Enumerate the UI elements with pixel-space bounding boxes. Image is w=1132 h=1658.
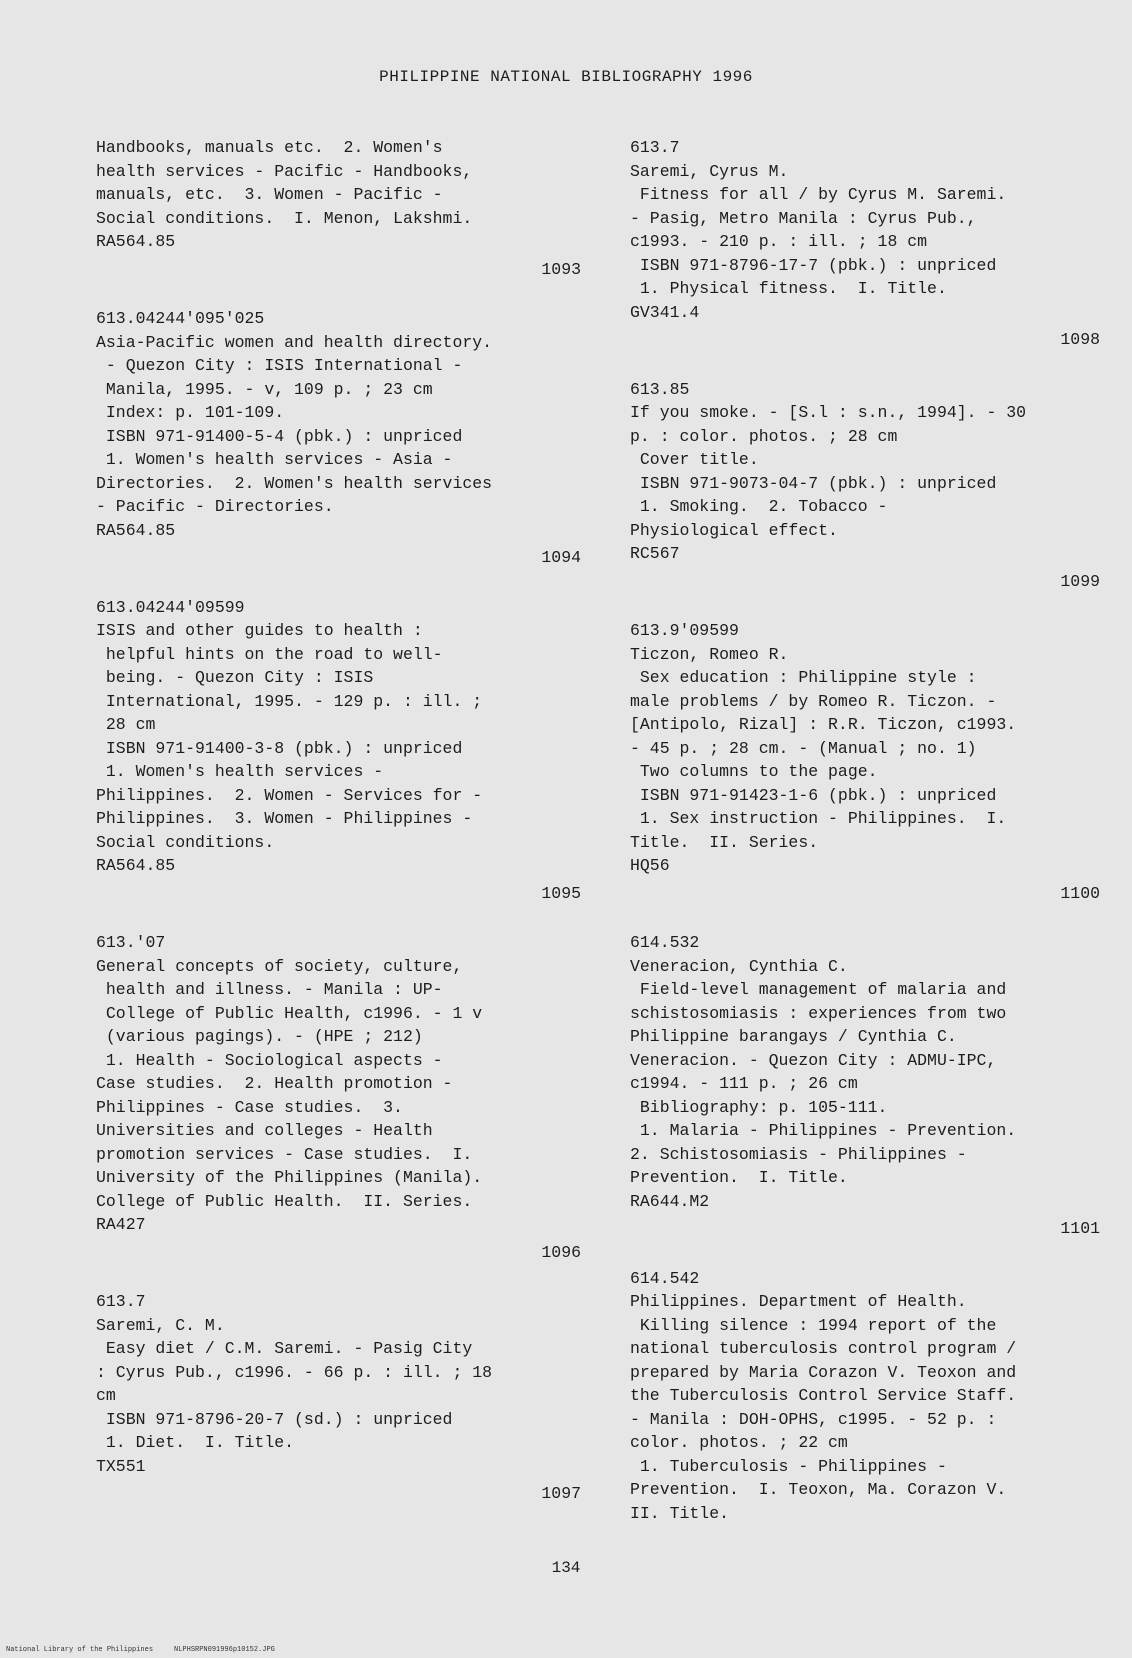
entry-line: schistosomiasis : experiences from two — [630, 1003, 1007, 1023]
entry-line: Ticzon, Romeo R. — [630, 644, 789, 664]
entry-line: Manila, 1995. - v, 109 p. ; 23 cm — [96, 379, 433, 399]
entry-line: ISBN 971-8796-17-7 (pbk.) : unpriced — [630, 255, 997, 275]
entry-number: 1094 — [541, 548, 581, 567]
entry-line: Prevention. I. Teoxon, Ma. Corazon V. — [630, 1480, 1007, 1499]
entry-line: : Cyrus Pub., c1996. - 66 p. : ill. ; 18 — [96, 1362, 493, 1382]
entry-line: TX551 — [96, 1456, 146, 1476]
entry-line: Asia-Pacific women and health directory. — [96, 332, 493, 352]
entry-line: ISIS and other guides to health : — [96, 621, 423, 640]
entry-line: c1993. - 210 p. : ill. ; 18 cm — [630, 232, 928, 251]
entry-line: ISBN 971-91400-3-8 (pbk.) : unpriced — [96, 738, 463, 758]
entry-line: RA644.M2 — [630, 1191, 710, 1211]
entry-line: Case studies. 2. Health promotion - — [96, 1074, 453, 1093]
entry-line: ISBN 971-9073-04-7 (pbk.) : unpriced — [630, 473, 997, 493]
entry-line: GV341.4 — [630, 302, 700, 322]
entry-line: national tuberculosis control program / — [630, 1339, 1017, 1358]
entry-line: 1. Health - Sociological aspects - — [96, 1050, 443, 1070]
entry-line: Sex education : Philippine style : — [630, 668, 977, 687]
catalog-entry — [96, 931, 581, 1264]
entry-line: College of Public Health. II. Series. — [96, 1191, 473, 1211]
page-number: 134 — [551, 1559, 581, 1577]
entry-line: 613.04244'09599 — [96, 597, 245, 617]
entry-line: University of the Philippines (Manila). — [96, 1168, 483, 1187]
entry-line: - Pasig, Metro Manila : Cyrus Pub., — [630, 208, 977, 228]
entry-line: 1. Women's health services - Asia - — [96, 450, 453, 469]
entry-line: p. : color. photos. ; 28 cm — [630, 426, 898, 446]
entry-line: Social conditions. — [96, 832, 275, 852]
entry-line: Directories. 2. Women's health services — [96, 473, 493, 493]
entry-line: 1. Sex instruction - Philippines. I. — [630, 809, 1007, 828]
entry-line: Cover title. — [630, 450, 759, 469]
entry-line: cm — [96, 1386, 116, 1405]
entry-number: 1096 — [541, 1242, 581, 1262]
entry-line: 613.'07 — [96, 933, 166, 952]
entry-line: male problems / by Romeo R. Ticzon. - — [630, 691, 997, 711]
entry-line: Field-level management of malaria and — [630, 980, 1007, 999]
entry-line: 1. Diet. I. Title. — [96, 1433, 295, 1452]
entry-line: color. photos. ; 22 cm — [630, 1433, 848, 1452]
entry-line: Fitness for all / by Cyrus M. Saremi. — [630, 185, 1007, 204]
entry-line: Two columns to the page. — [630, 762, 878, 781]
entry-line: being. - Quezon City : ISIS — [96, 668, 374, 687]
entry-line: II. Title. — [630, 1503, 730, 1523]
entry-line: Bibliography: p. 105-111. — [630, 1097, 888, 1117]
entry-number: 1100 — [1060, 883, 1100, 903]
catalog-entry — [630, 619, 1100, 905]
entry-line: Philippine barangays / Cynthia C. — [630, 1027, 957, 1046]
entry-line: - Manila : DOH-OPHS, c1995. - 52 p. : — [630, 1409, 997, 1429]
entry-number: 1097 — [541, 1484, 581, 1503]
entry-line: helpful hints on the road to well- — [96, 644, 443, 664]
entry-line: Philippines. 3. Women - Philippines - — [96, 809, 473, 828]
entry-number: 1101 — [1060, 1219, 1100, 1238]
entry-line: ISBN 971-8796-20-7 (sd.) : unpriced — [96, 1409, 453, 1429]
entry-line: health and illness. - Manila : UP- — [96, 980, 443, 999]
entry-line: Physiological effect. — [630, 520, 838, 540]
entry-line: promotion services - Case studies. I. — [96, 1144, 473, 1164]
entry-line: 1. Women's health services - — [96, 762, 384, 781]
entry-line: - Quezon City : ISIS International - — [96, 356, 463, 375]
entry-line: Saremi, Cyrus M. — [630, 161, 789, 181]
catalog-entry — [630, 136, 1100, 352]
left-column — [96, 136, 581, 1506]
entry-line: General concepts of society, culture, — [96, 956, 463, 976]
entry-line: 614.532 — [630, 933, 700, 952]
entry-number: 1093 — [541, 259, 581, 279]
entry-line: Title. II. Series. — [630, 832, 819, 852]
entry-line: Veneracion, Cynthia C. — [630, 956, 848, 976]
catalog-entry — [96, 596, 581, 906]
entry-line: Philippines. 2. Women - Services for - — [96, 785, 483, 805]
catalog-entry — [96, 136, 581, 281]
entry-line: Veneracion. - Quezon City : ADMU-IPC, — [630, 1050, 997, 1070]
entry-line: ISBN 971-91400-5-4 (pbk.) : unpriced — [96, 426, 463, 446]
entry-line: 613.04244'095'025 — [96, 309, 265, 328]
entry-line: 613.85 — [630, 379, 690, 399]
entry-line: 1. Malaria - Philippines - Prevention. — [630, 1121, 1017, 1140]
entry-line: HQ56 — [630, 856, 670, 875]
entry-line: Killing silence : 1994 report of the — [630, 1315, 997, 1335]
entry-line: Philippines. Department of Health. — [630, 1292, 967, 1311]
entry-line: Index: p. 101-109. — [96, 403, 285, 422]
entry-line: - Pacific - Directories. — [96, 497, 334, 516]
entry-line: the Tuberculosis Control Service Staff. — [630, 1386, 1017, 1405]
entry-number: 1098 — [1060, 330, 1100, 349]
entry-line: 613.9'09599 — [630, 621, 739, 640]
entry-line: 613.7 — [630, 138, 680, 157]
entry-line: [Antipolo, Rizal] : R.R. Ticzon, c1993. — [630, 715, 1017, 734]
entry-number: 1099 — [1060, 571, 1100, 591]
entry-line: c1994. - 111 p. ; 26 cm — [630, 1074, 858, 1093]
entry-line: RA564.85 — [96, 232, 176, 251]
entry-line: 1. Smoking. 2. Tobacco - — [630, 497, 888, 516]
entry-line: 1. Tuberculosis - Philippines - — [630, 1456, 947, 1476]
entry-line: If you smoke. - [S.l : s.n., 1994]. - 30 — [630, 403, 1027, 422]
entry-line: RA564.85 — [96, 856, 176, 875]
entry-line: ISBN 971-91423-1-6 (pbk.) : unpriced — [630, 785, 997, 805]
entry-line: 614.542 — [630, 1268, 700, 1288]
entry-line: College of Public Health, c1996. - 1 v — [96, 1003, 483, 1023]
catalog-entry — [630, 931, 1100, 1241]
catalog-entry — [96, 307, 581, 570]
entry-number: 1095 — [541, 883, 581, 903]
entry-line: Philippines - Case studies. 3. — [96, 1097, 403, 1117]
running-header: PHILIPPINE NATIONAL BIBLIOGRAPHY 1996 — [379, 68, 753, 86]
entry-line: 1. Physical fitness. I. Title. — [630, 279, 947, 298]
entry-line: Prevention. I. Title. — [630, 1168, 848, 1187]
right-column — [630, 136, 1100, 1525]
catalog-entry — [630, 378, 1100, 594]
scan-footer: National Library of the Philippines NLPHSRPN091996p10152.JPG — [6, 1646, 275, 1654]
entry-line: Saremi, C. M. — [96, 1315, 225, 1335]
entry-line: International, 1995. - 129 p. : ill. ; — [96, 691, 483, 711]
entry-line: 613.7 — [96, 1292, 146, 1311]
entry-line: RA427 — [96, 1215, 146, 1234]
entry-line: Universities and colleges - Health — [96, 1121, 433, 1140]
entry-line: - 45 p. ; 28 cm. - (Manual ; no. 1) — [630, 738, 977, 758]
entry-line: 2. Schistosomiasis - Philippines - — [630, 1144, 967, 1164]
entry-line: prepared by Maria Corazon V. Teoxon and — [630, 1362, 1017, 1382]
entry-line: health services - Pacific - Handbooks, — [96, 161, 473, 181]
entry-line: Social conditions. I. Menon, Lakshmi. — [96, 208, 473, 228]
entry-line: RC567 — [630, 544, 680, 563]
entry-line: RA564.85 — [96, 520, 176, 540]
entry-line: Easy diet / C.M. Saremi. - Pasig City — [96, 1339, 473, 1358]
entry-line: Handbooks, manuals etc. 2. Women's — [96, 138, 443, 157]
entry-line: 28 cm — [96, 715, 156, 734]
entry-line: (various pagings). - (HPE ; 212) — [96, 1027, 423, 1046]
entry-line: manuals, etc. 3. Women - Pacific - — [96, 185, 443, 204]
catalog-entry — [630, 1267, 1100, 1526]
catalog-entry — [96, 1290, 581, 1506]
